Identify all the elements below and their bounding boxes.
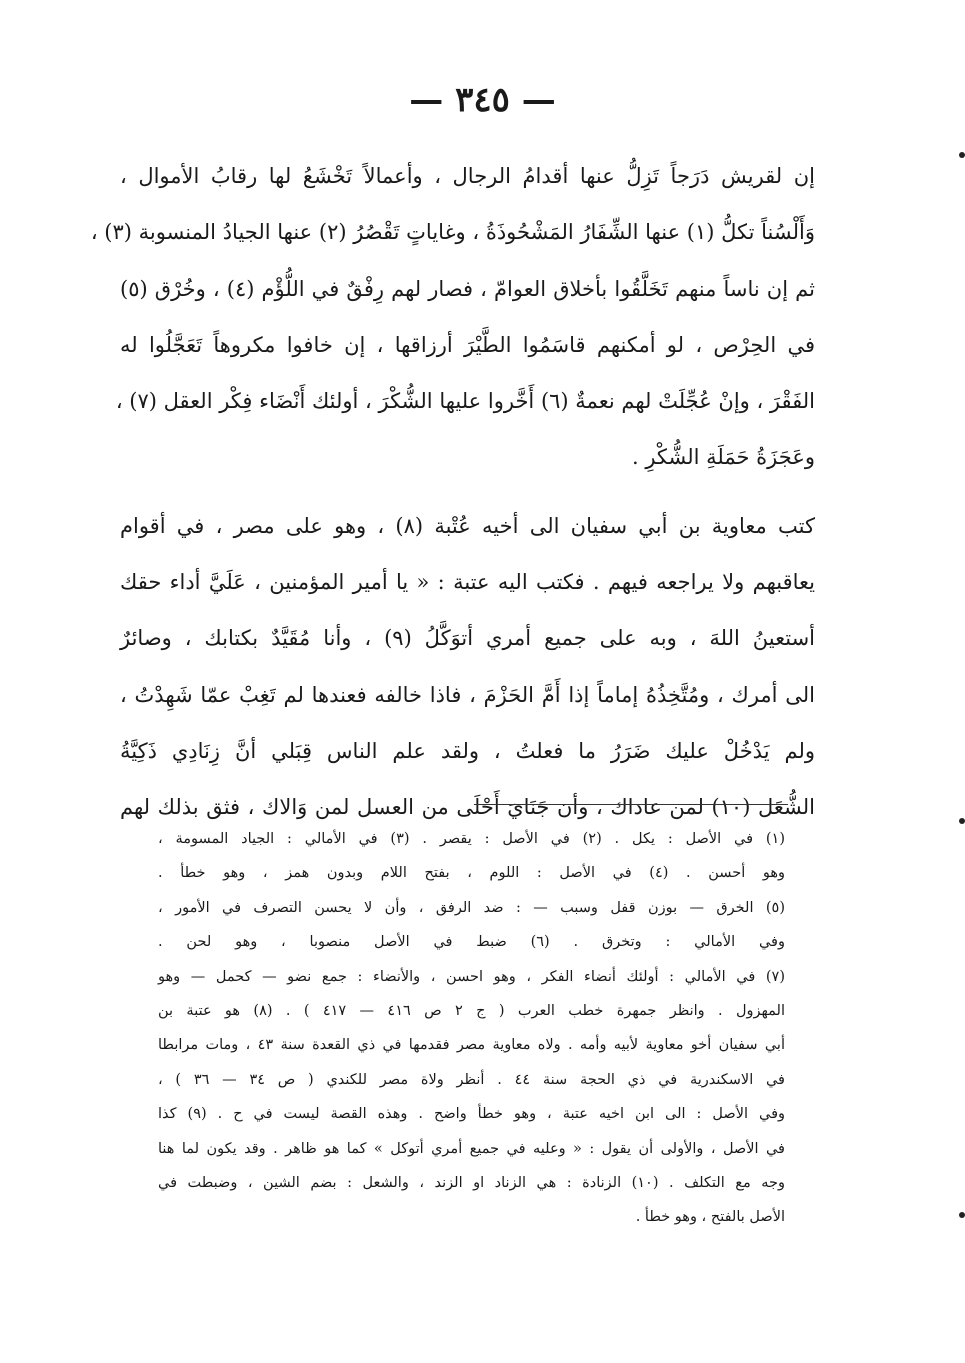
footnote-line: الأصل بالفتح ، وهو خطأ .	[635, 1209, 785, 1226]
footnotes	[158, 822, 785, 1235]
footnote-line: في الاسكندرية في ذي الحجة سنة ٤٤ . أنظر ولاة مصر للكندي ( ص ٣٤ — ٣٦ ) ،	[158, 1071, 785, 1088]
text-line: كتب معاوية بن أبي سفيان الى أخيه عُتْبة (٨) ، وهو على مصر ، في أقوام	[120, 513, 815, 538]
text-line: ثم إن ناساً منهم تَخَلَّقُوا بأخلاق العوامّ ، فصار لهم رِفْقٌ في اللُّؤْم (٤) ، وخُرْق (٥)	[120, 276, 815, 301]
page-number: — ٣٤٥ —	[409, 80, 556, 120]
text-line: الفَقْرَ ، وإنْ عُجِّلَتْ لهم نعمةٌ (٦) أَخَّروا عليها الشُّكْرَ ، أولئك أَنْضَاء فِكْر العقل (٧) ،	[115, 389, 815, 414]
paragraph-gap	[120, 486, 815, 498]
main-text	[90, 148, 815, 836]
text-line: في الحِرْص ، لو أمكنهم قاسَمُوا الطَّيْرَ أرزاقها ، إن خافوا مكروهاً تَعَجَّلُوا له	[120, 332, 815, 357]
text-line: وَأَلْسُناً تكلُّ (١) عنها الشِّفَارُ المَشْحُوذَةُ ، وغاياتٍ تَقْصُرُ (٢) عنها الجيادُ المنسوبة (٣) ،	[90, 220, 815, 245]
text-line: وعَجَزَةُ حَمَلَةِ الشُّكْرِ .	[631, 445, 815, 470]
footnote-line: (١) في الأصل : يكل . (٢) في الأصل : يقصر . (٣) في الأمالي : الجياد المسومة ،	[158, 831, 785, 847]
text-line: ولم يَدْخُلْ عليك ضَرَرُ ما فعلتُ ، ولقد علم الناس قِبَلي أنَّ زِنَادِي ذَكِيَّةُ	[120, 738, 815, 763]
text-line: إن لقريش دَرَجاً تَزِلُّ عنها أقدامُ الرجال ، وأعمالاً تَخْشَعُ لها رقابُ الأموال ،	[120, 164, 815, 188]
footnote-divider	[474, 804, 788, 805]
text-line: يعاقبهم ولا يراجعه فيهم . فكتب اليه عتبة : « يا أمير المؤمنين ، عَلَيَّ أداء حقك	[120, 570, 815, 595]
footnote-line: أبي سفيان أخو معاوية لأبيه وأمه . ولاه معاوية مصر فقدمها في ذي القعدة سنة ٤٣ ، ومات مرابطا	[158, 1037, 785, 1054]
text-line: الشُّعَل (١٠) لمن عاداك ، وأن جَنَايَ أَحْلَى من العسل لمن وَالاك ، فثق بذلك لهم	[120, 795, 815, 820]
scan-edge-mark	[959, 1212, 965, 1218]
footnote-line: وجه مع التكلف . (١٠) الزنادة : هي الزناد او الزند ، والشعل : بضم الشين ، وضبطت في	[158, 1174, 785, 1191]
text-line: الى أمرك ، ومُتَّخِذُهُ إماماً إذا أَمَّ الحَزْمَ ، فاذا خالفه فعندها لم تَغِبْ عمّا شَهِدْتُ ،	[120, 682, 815, 707]
footnote-line: (٧) في الأمالي : أولئك أنضاء الفكر ، وهو احسن ، والأنضاء : جمع نضو — كحمل — وهو	[158, 968, 785, 985]
footnote-line: وهو أحسن . (٤) في الأصل : اللوم ، بفتح اللام وبدون همز ، وهو خطأ .	[158, 865, 785, 882]
footnote-line: المهزول . وانظر جمهرة خطب العرب ( ج ٢ ص ٤١٦ — ٤١٧ ) . (٨) هو عتبة بن	[158, 1002, 785, 1019]
footnote-line: (٥) الخرق — بوزن قفل وسبب — : ضد الرفق ، وأن لا يحسن التصرف في الأمور ،	[158, 899, 785, 916]
scan-edge-mark	[959, 152, 965, 158]
footnote-line: وفي الأصل : الى ابن اخيه عتبة ، وهو خطأ واضح . وهذه القصة ليست في ح . (٩) كذا	[158, 1106, 786, 1123]
footnote-line: في الأصل ، والأولى أن يقول : « وعليه في جميع أمري أتوكل » كما هو ظاهر . وقد يكون لما هنا	[158, 1140, 785, 1157]
footnote-line: وفي الأمالي : وتخرق . (٦) ضبط في الأصل منصوبا ، وهو لحن .	[158, 934, 785, 951]
text-line: أستعينُ اللهَ ، وبه على جميع أمري أتوَكَّلُ (٩) ، وأنا مُقَيَّدٌ بكتابك ، وصائرٌ	[120, 626, 815, 651]
scan-edge-mark	[959, 818, 965, 824]
